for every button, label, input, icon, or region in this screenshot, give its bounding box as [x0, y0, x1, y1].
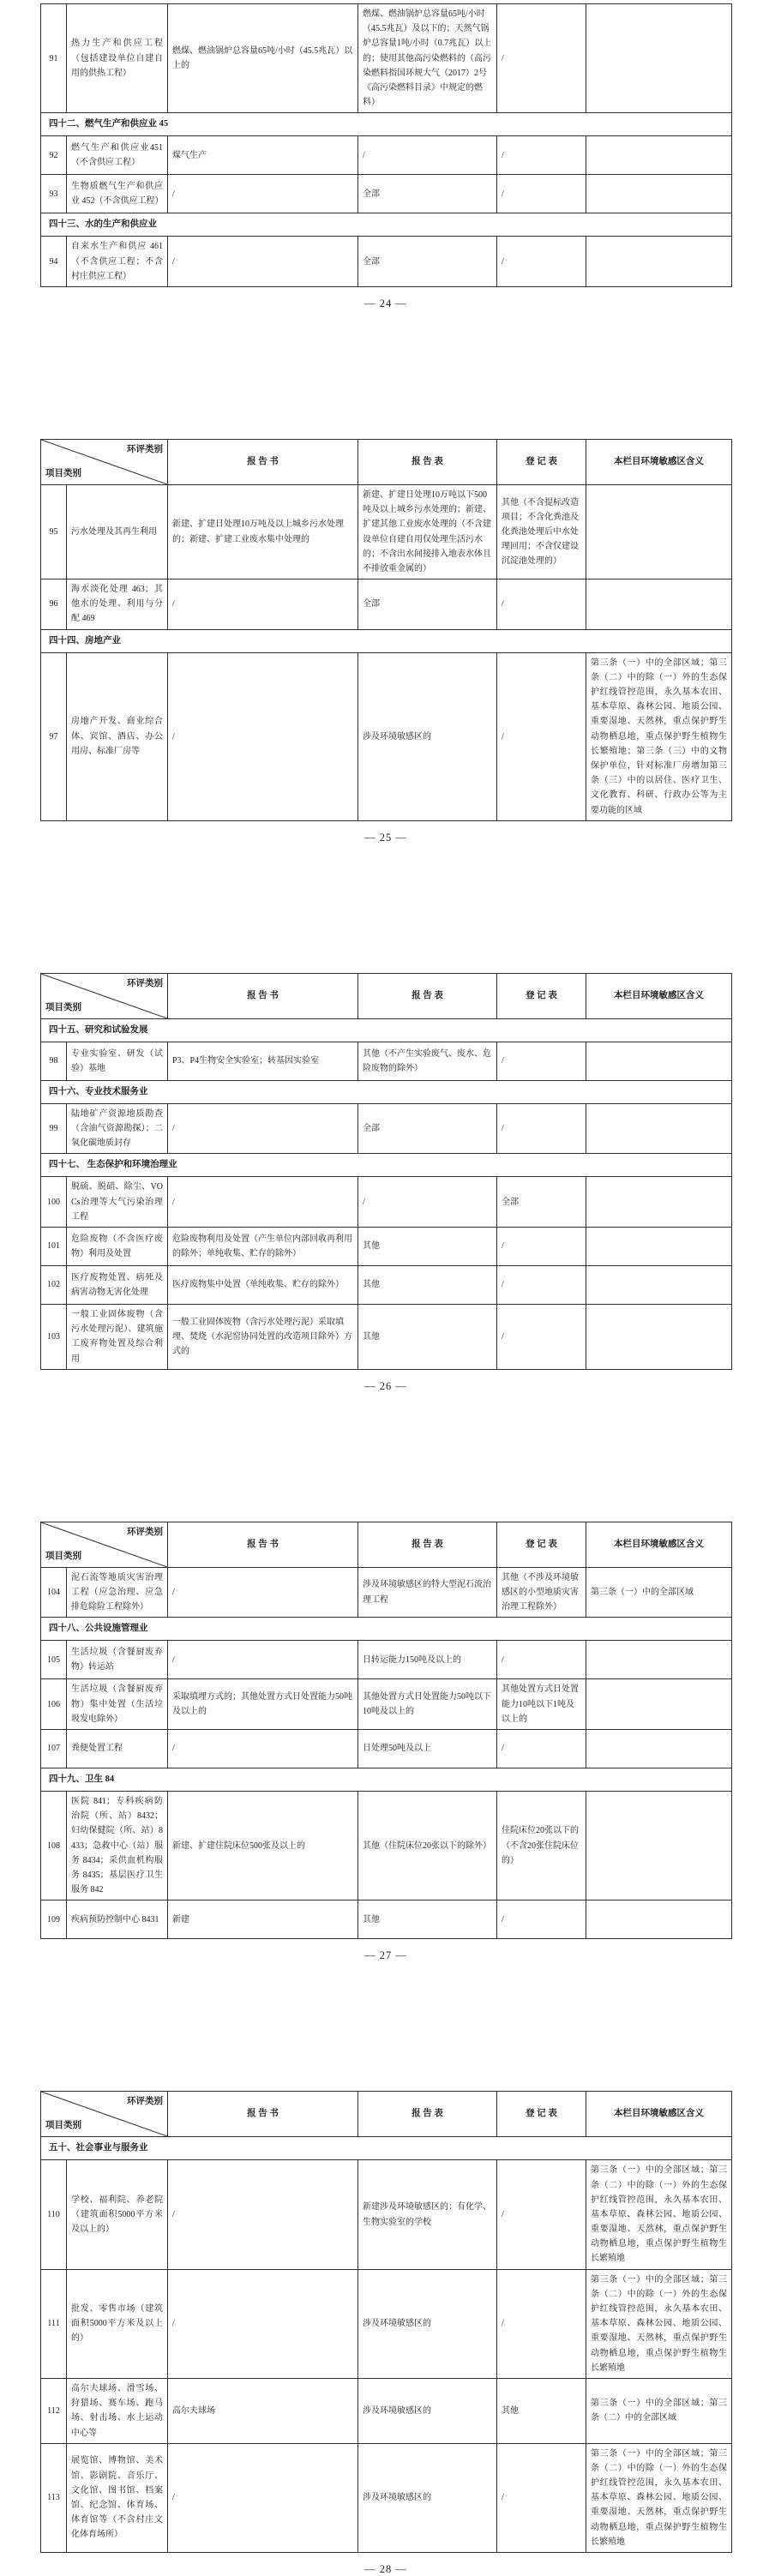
- header-report-book: 报 告 书: [168, 2092, 358, 2137]
- cell-registration-form: /: [497, 237, 586, 287]
- cell-report-book: 新建、扩建日处理10万吨及以上城乡污水处理的；新建、扩建工业废水集中处理的: [168, 484, 358, 579]
- cell-sensitive-meaning: [586, 1266, 732, 1305]
- cell-report-form: 涉及环境敏感区的: [358, 2378, 497, 2443]
- cell-report-book: 一般工业固体废物（含污水处理污泥）采取填埋、焚烧（水泥窑协同处置的改造项目除外）方式的: [168, 1305, 358, 1370]
- cell-report-form: 全部: [358, 579, 497, 630]
- cell-registration-form: /: [497, 175, 586, 213]
- cell-category-id: 111: [41, 2269, 67, 2378]
- header-report-form: 报 告 表: [358, 973, 497, 1018]
- header-report-form: 报 告 表: [358, 439, 497, 484]
- cell-report-book: P3、P4生物安全实验室；转基因实验室: [168, 1042, 358, 1080]
- header-report-form: 报 告 表: [358, 1522, 497, 1567]
- cell-project-name: 泥石流等地质灾害治理工程（应急治理、应急排危除险工程除外）: [67, 1567, 168, 1618]
- cell-report-form: 其他: [358, 1305, 497, 1370]
- cell-sensitive-meaning: [586, 1729, 732, 1768]
- assessment-table: [40, 3, 732, 287]
- cell-report-book: /: [168, 237, 358, 287]
- cell-category-id: 106: [41, 1679, 67, 1730]
- cell-category-id: 99: [41, 1103, 67, 1154]
- page-block: [40, 439, 731, 844]
- cell-report-form: 日处理50吨及以上: [358, 1729, 497, 1768]
- cell-sensitive-meaning: [586, 136, 732, 175]
- cell-category-id: 92: [41, 136, 67, 175]
- cell-report-book: 新建、扩建住院床位500张及以上的: [168, 1792, 358, 1900]
- header-sensitive-meaning: 本栏目环境敏感区含义: [586, 439, 732, 484]
- cell-sensitive-meaning: [586, 1042, 732, 1080]
- cell-project-name: 一般工业固体废物（含污水处理污泥）、建筑施工废弃物处置及综合利用: [67, 1305, 168, 1370]
- section-header-label: 四十八、公共设施管理业: [41, 1618, 732, 1641]
- cell-report-book: /: [168, 579, 358, 630]
- header-registration-form: 登 记 表: [497, 973, 586, 1018]
- header-project-axis-label: 项目类别: [45, 468, 81, 478]
- cell-report-form: /: [358, 136, 497, 175]
- cell-project-name: 生物质燃气生产和供应业 452（不含供应工程）: [67, 175, 168, 213]
- cell-project-name: 海水淡化处理 463；其他水的处理、利用与分配 469: [67, 579, 168, 630]
- cell-report-form: 涉及环境敏感区的: [358, 2443, 497, 2552]
- cell-sensitive-meaning: [586, 1103, 732, 1154]
- table-row: [41, 1266, 732, 1305]
- section-header-row: [41, 629, 732, 652]
- cell-sensitive-meaning: 第三条（一）中的全部区域；第三条（二）中的除（一）外的生态保护红线管控范围，永久基本农田、基本草原、森林公园、地质公园、重要湿地、天然林，重点保护野生动物栖息地，重点保护野生植物生长繁殖地；第三条（三）中的文物保护单位，针对标准厂房增加第三条（三）中的以居住、医疗卫生、文化教育、科研、行政办公等为主要功能的区域: [586, 652, 732, 820]
- table-row: [41, 484, 732, 579]
- cell-sensitive-meaning: [586, 4, 732, 113]
- cell-project-name: 医疗废物处置、病死及病害动物无害化处理: [67, 1266, 168, 1305]
- cell-project-name: 危险废物（不含医疗废物）利用及处置: [67, 1228, 168, 1266]
- cell-report-form: 新建、扩建日处理10万吨以下500吨及以上城乡污水处理的；新建、扩建其他工业废水处理的（不含建设单位自建自用仅处理生活污水的；不含出水间接排入地表水体且不排放重金属的）: [358, 484, 497, 579]
- cell-category-id: 103: [41, 1305, 67, 1370]
- header-registration-form: 登 记 表: [497, 439, 586, 484]
- cell-report-form: 其他: [358, 1266, 497, 1305]
- header-sensitive-meaning: 本栏目环境敏感区含义: [586, 2092, 732, 2137]
- cell-report-book: /: [168, 652, 358, 820]
- cell-report-form: 涉及环境敏感区的: [358, 652, 497, 820]
- section-header-row: [41, 1618, 732, 1641]
- table-row: [41, 2160, 732, 2269]
- header-diagonal-cell: [41, 439, 168, 484]
- cell-report-form: 全部: [358, 175, 497, 213]
- cell-registration-form: 其他（不含提标改造项目；不含化粪池及化粪池处理后中水处理回用；不含仅建设沉淀池处理的）: [497, 484, 586, 579]
- cell-category-id: 108: [41, 1792, 67, 1900]
- header-report-book: 报 告 书: [168, 1522, 358, 1567]
- cell-category-id: 97: [41, 652, 67, 820]
- section-header-label: 四十五、研究和试验发展: [41, 1018, 732, 1042]
- cell-category-id: 105: [41, 1641, 67, 1679]
- cell-project-name: 疾病预防控制中心 8431: [67, 1900, 168, 1939]
- table-row: [41, 175, 732, 213]
- cell-sensitive-meaning: 第三条（一）中的全部区域；第三条（二）中的除（一）外的生态保护红线管控范围，永久基本农田、基本草原、森林公园、地质公园、重要湿地、天然林，重点保护野生动物栖息地，重点保护野生植物生长繁殖地: [586, 2269, 732, 2378]
- section-header-row: [41, 213, 732, 237]
- cell-report-form: /: [358, 1177, 497, 1228]
- cell-report-book: 高尔夫球场: [168, 2378, 358, 2443]
- page-block: [40, 973, 731, 1393]
- cell-sensitive-meaning: 第三条（一）中的全部区域: [586, 1567, 732, 1618]
- cell-report-book: 燃煤、燃油锅炉总容量65吨/小时（45.5兆瓦）以上的: [168, 4, 358, 113]
- cell-category-id: 98: [41, 1042, 67, 1080]
- cell-sensitive-meaning: 第三条（一）中的全部区域；第三条（二）中的除（一）外的生态保护红线管控范围，永久基本农田、基本草原、森林公园、地质公园、重要湿地、天然林，重点保护野生动物栖息地，重点保护野生植物生长繁殖地: [586, 2160, 732, 2269]
- cell-registration-form: /: [497, 2269, 586, 2378]
- cell-report-form: 涉及环境敏感区的: [358, 2269, 497, 2378]
- cell-project-name: 房地产开发、商业综合体、宾馆、酒店、办公用房、标准厂房等: [67, 652, 168, 820]
- cell-sensitive-meaning: [586, 1641, 732, 1679]
- cell-registration-form: /: [497, 1305, 586, 1370]
- cell-project-name: 燃气生产和供应业451（不含供应工程）: [67, 136, 168, 175]
- table-row: [41, 1305, 732, 1370]
- cell-registration-form: 全部: [497, 1177, 586, 1228]
- header-registration-form: 登 记 表: [497, 2092, 586, 2137]
- cell-sensitive-meaning: [586, 579, 732, 630]
- table-row: [41, 1641, 732, 1679]
- cell-report-book: 新建: [168, 1900, 358, 1939]
- section-header-label: 四十三、水的生产和供应业: [41, 213, 732, 237]
- cell-sensitive-meaning: 第三条（一）中的全部区域；第三条（二）中的除（一）外的生态保护红线管控范围，永久基本农田、基本草原、森林公园、地质公园、重要湿地、天然林，重点保护野生动物栖息地，重点保护野生植物生长繁殖地: [586, 2443, 732, 2552]
- section-header-label: 五十、社会事业与服务业: [41, 2137, 732, 2160]
- cell-registration-form: /: [497, 579, 586, 630]
- header-diagonal-cell: [41, 2092, 168, 2137]
- cell-category-id: 91: [41, 4, 67, 113]
- cell-report-form: 其他: [358, 1228, 497, 1266]
- cell-sensitive-meaning: [586, 237, 732, 287]
- cell-report-book: 医疗废物集中处置（单纯收集、贮存的除外）: [168, 1266, 358, 1305]
- cell-registration-form: /: [497, 1042, 586, 1080]
- section-header-row: [41, 1018, 732, 1042]
- table-row: [41, 136, 732, 175]
- table-row: [41, 4, 732, 113]
- cell-registration-form: /: [497, 1900, 586, 1939]
- cell-report-book: 采取填埋方式的；其他处置方式日处置能力50吨及以上的: [168, 1679, 358, 1730]
- cell-sensitive-meaning: [586, 1228, 732, 1266]
- table-row: [41, 1042, 732, 1080]
- cell-project-name: 高尔夫球场、滑雪场、狩猎场、赛车场、跑马场、射击场、水上运动中心等: [67, 2378, 168, 2443]
- table-row: [41, 2443, 732, 2552]
- assessment-table: [40, 1522, 732, 1940]
- header-sensitive-meaning: 本栏目环境敏感区含义: [586, 973, 732, 1018]
- cell-category-id: 96: [41, 579, 67, 630]
- cell-report-book: /: [168, 1567, 358, 1618]
- cell-registration-form: /: [497, 136, 586, 175]
- header-diagonal-cell: [41, 1522, 168, 1567]
- cell-registration-form: /: [497, 2160, 586, 2269]
- cell-registration-form: 其他: [497, 2378, 586, 2443]
- table-header-row: [41, 439, 732, 484]
- assessment-table: [40, 439, 732, 821]
- table-row: [41, 1900, 732, 1939]
- cell-project-name: 批发、零售市场（建筑面积5000平方米及以上的）: [67, 2269, 168, 2378]
- cell-registration-form: /: [497, 2443, 586, 2552]
- table-row: [41, 652, 732, 820]
- cell-project-name: 生活垃圾（含餐厨废弃物）转运站: [67, 1641, 168, 1679]
- page-block: [40, 3, 731, 310]
- cell-category-id: 113: [41, 2443, 67, 2552]
- section-header-label: 四十六、专业技术服务业: [41, 1080, 732, 1103]
- cell-category-id: 107: [41, 1729, 67, 1768]
- assessment-table: [40, 2091, 732, 2553]
- header-category-axis-label: 环评类别: [127, 444, 163, 454]
- cell-report-book: /: [168, 2269, 358, 2378]
- section-header-row: [41, 1154, 732, 1177]
- cell-report-form: 燃煤、燃油锅炉总容量65吨/小时（45.5兆瓦）及以下的；天然气锅炉总容量1吨/小时（0.7兆瓦）以上的；使用其他高污染燃料的（高污染燃料指国环规大气（2017）2号《高污染燃料目录》中规定的燃料）: [358, 4, 497, 113]
- table-row: [41, 1792, 732, 1900]
- cell-sensitive-meaning: [586, 1900, 732, 1939]
- cell-registration-form: /: [497, 4, 586, 113]
- cell-report-book: /: [168, 1103, 358, 1154]
- section-header-row: [41, 2137, 732, 2160]
- cell-project-name: 粪便处置工程: [67, 1729, 168, 1768]
- cell-project-name: 自来水生产和供应 461（不含供应工程；不含村庄供应工程）: [67, 237, 168, 287]
- cell-registration-form: /: [497, 1228, 586, 1266]
- section-header-label: 四十九、卫生 84: [41, 1768, 732, 1791]
- header-project-axis-label: 项目类别: [45, 1551, 81, 1561]
- cell-sensitive-meaning: [586, 1792, 732, 1900]
- cell-project-name: 医院 841；专科疾病防治院（所、站）8432；妇幼保健院（所、站）8433；急救中心（站）服务 8434；采供血机构服务 8435；基层医疗卫生服务 842: [67, 1792, 168, 1900]
- table-row: [41, 1177, 732, 1228]
- page-block: [40, 2091, 731, 2576]
- header-report-book: 报 告 书: [168, 439, 358, 484]
- table-row: [41, 579, 732, 630]
- page-number: — 27 —: [364, 1949, 407, 1962]
- cell-registration-form: /: [497, 1103, 586, 1154]
- table-row: [41, 2378, 732, 2443]
- cell-registration-form: /: [497, 1641, 586, 1679]
- cell-category-id: 100: [41, 1177, 67, 1228]
- cell-report-form: 涉及环境敏感区的特大型泥石流治理工程: [358, 1567, 497, 1618]
- cell-sensitive-meaning: [586, 1679, 732, 1730]
- cell-category-id: 110: [41, 2160, 67, 2269]
- cell-sensitive-meaning: [586, 484, 732, 579]
- header-project-axis-label: 项目类别: [45, 1002, 81, 1012]
- cell-report-book: /: [168, 2160, 358, 2269]
- table-row: [41, 1567, 732, 1618]
- table-header-row: [41, 1522, 732, 1567]
- cell-report-book: /: [168, 175, 358, 213]
- table-row: [41, 237, 732, 287]
- header-project-axis-label: 项目类别: [45, 2121, 81, 2131]
- cell-report-book: 煤气生产: [168, 136, 358, 175]
- section-header-label: 四十七、 生态保护和环境治理业: [41, 1154, 732, 1177]
- table-row: [41, 1228, 732, 1266]
- cell-project-name: 学校、福利院、养老院（建筑面积5000平方米及以上的）: [67, 2160, 168, 2269]
- cell-report-form: 其他（不产生实验废气、废水、危险废物的除外）: [358, 1042, 497, 1080]
- cell-report-form: 日转运能力150吨及以上的: [358, 1641, 497, 1679]
- table-row: [41, 2269, 732, 2378]
- section-header-row: [41, 113, 732, 136]
- cell-project-name: 脱硫、脱硝、除尘、VOCs治理等大气污染治理工程: [67, 1177, 168, 1228]
- cell-report-form: 其他处置方式日处置能力50吨以下10吨及以上的: [358, 1679, 497, 1730]
- section-header-label: 四十二、燃气生产和供应业 45: [41, 113, 732, 136]
- cell-project-name: 热力生产和供应工程（包括建设单位自建自用的供热工程）: [67, 4, 168, 113]
- header-category-axis-label: 环评类别: [127, 2097, 163, 2107]
- header-category-axis-label: 环评类别: [127, 1527, 163, 1537]
- cell-project-name: 展览馆、博物馆、美术馆、影剧院、音乐厅、文化馆、图书馆、档案馆、纪念馆、体育场、体育馆等（不含村庄文化体育场所）: [67, 2443, 168, 2552]
- header-registration-form: 登 记 表: [497, 1522, 586, 1567]
- cell-report-form: 其他: [358, 1900, 497, 1939]
- cell-report-form: 其他（住院床位20张以下的除外）: [358, 1792, 497, 1900]
- table-row: [41, 1729, 732, 1768]
- cell-report-book: /: [168, 1641, 358, 1679]
- section-header-row: [41, 1768, 732, 1791]
- header-report-form: 报 告 表: [358, 2092, 497, 2137]
- section-header-row: [41, 1080, 732, 1103]
- cell-report-form: 全部: [358, 237, 497, 287]
- header-diagonal-cell: [41, 973, 168, 1018]
- cell-project-name: 污水处理及其再生利用: [67, 484, 168, 579]
- cell-registration-form: /: [497, 1266, 586, 1305]
- cell-sensitive-meaning: [586, 175, 732, 213]
- cell-report-form: 新建涉及环境敏感区的；有化学、生物实验室的学校: [358, 2160, 497, 2269]
- cell-sensitive-meaning: [586, 1305, 732, 1370]
- table-row: [41, 1103, 732, 1154]
- assessment-table: [40, 973, 732, 1370]
- cell-registration-form: /: [497, 652, 586, 820]
- cell-registration-form: 其他处置方式日处置能力10吨以下1吨及以上的: [497, 1679, 586, 1730]
- page-number: — 28 —: [364, 2563, 407, 2576]
- cell-category-id: 93: [41, 175, 67, 213]
- page-number: — 26 —: [364, 1379, 407, 1392]
- cell-registration-form: /: [497, 1729, 586, 1768]
- cell-report-book: /: [168, 1177, 358, 1228]
- header-category-axis-label: 环评类别: [127, 978, 163, 988]
- cell-registration-form: 其他（不涉及环境敏感区的小型地质灾害治理工程除外）: [497, 1567, 586, 1618]
- header-sensitive-meaning: 本栏目环境敏感区含义: [586, 1522, 732, 1567]
- cell-category-id: 101: [41, 1228, 67, 1266]
- page-number: — 24 —: [364, 297, 407, 309]
- cell-sensitive-meaning: [586, 1177, 732, 1228]
- cell-report-book: /: [168, 2443, 358, 2552]
- cell-registration-form: 住院床位20张以下的（不含20张住院床位的）: [497, 1792, 586, 1900]
- cell-project-name: 陆地矿产资源地质勘查（含油气资源勘探）；二氧化碳地质封存: [67, 1103, 168, 1154]
- page-number: — 25 —: [364, 831, 407, 844]
- cell-category-id: 95: [41, 484, 67, 579]
- cell-category-id: 104: [41, 1567, 67, 1618]
- cell-report-book: /: [168, 1729, 358, 1768]
- cell-category-id: 94: [41, 237, 67, 287]
- cell-category-id: 112: [41, 2378, 67, 2443]
- cell-project-name: 生活垃圾（含餐厨废弃物）集中处置（生活垃圾发电除外）: [67, 1679, 168, 1730]
- cell-category-id: 109: [41, 1900, 67, 1939]
- cell-report-form: 全部: [358, 1103, 497, 1154]
- cell-sensitive-meaning: 第三条（一）中的全部区域；第三条（二）中的全部区域: [586, 2378, 732, 2443]
- cell-project-name: 专业实验室、研发（试验）基地: [67, 1042, 168, 1080]
- table-row: [41, 1679, 732, 1730]
- page-block: [40, 1522, 731, 1963]
- cell-report-book: 危险废物利用及处置（产生单位内部回收再利用的除外；单纯收集、贮存的除外）: [168, 1228, 358, 1266]
- header-report-book: 报 告 书: [168, 973, 358, 1018]
- table-header-row: [41, 2092, 732, 2137]
- section-header-label: 四十四、房地产业: [41, 629, 732, 652]
- table-header-row: [41, 973, 732, 1018]
- cell-category-id: 102: [41, 1266, 67, 1305]
